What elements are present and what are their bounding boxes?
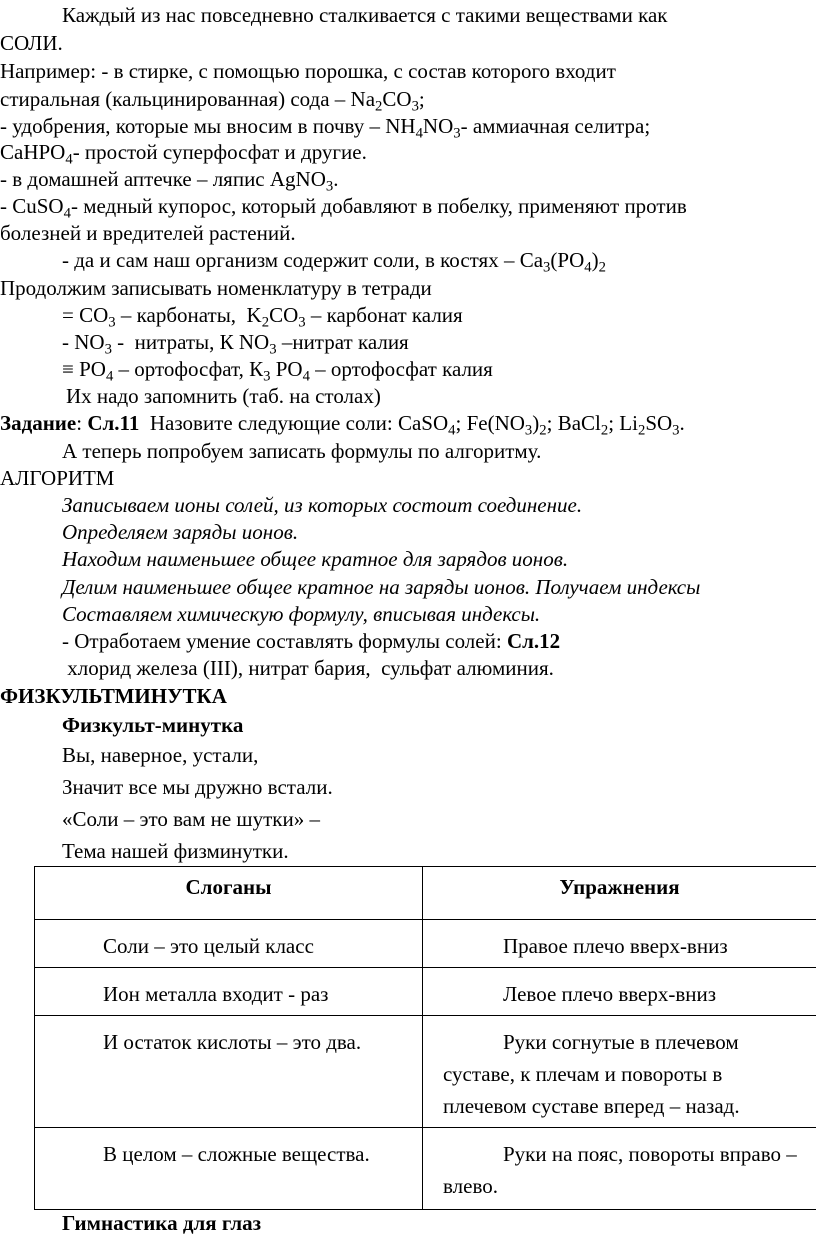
- subscript: 4: [302, 368, 310, 385]
- text-line: Каждый из нас повседневно сталкивается с такими веществами как: [62, 3, 668, 27]
- text-fragment: Назовите следующие соли: CaSO: [139, 411, 449, 435]
- text-line: [62, 655, 554, 681]
- algorithm-step: [62, 519, 298, 545]
- text-line: Находим наименьшее общее кратное для зарядов ионов.: [62, 547, 569, 571]
- table-row: [35, 968, 816, 1016]
- text-line: [0, 30, 63, 56]
- slogan-text: Соли – это целый класс: [103, 934, 314, 958]
- text-fragment: ): [532, 411, 540, 435]
- exercise-table: [34, 866, 816, 1210]
- text-fragment: ≡ PO: [62, 357, 106, 381]
- slogan-text: Ион металла входит - раз: [103, 982, 329, 1006]
- subscript: 3: [453, 125, 461, 142]
- text-line: Вы, наверное, устали,: [62, 743, 259, 767]
- text-fragment: (PO: [550, 248, 585, 272]
- text-line: [0, 113, 651, 142]
- text-line: ФИЗКУЛЬТМИНУТКА: [0, 684, 227, 708]
- text-line: [62, 628, 560, 654]
- text-fragment: = CO: [62, 303, 109, 327]
- text-line: Тема нашей физминутки.: [62, 839, 289, 863]
- text-line: хлорид железа (III), нитрат бария, сульфат алюминия.: [62, 656, 554, 680]
- text-fragment: - простой суперфосфат и другие.: [72, 140, 367, 164]
- text-line: Значит все мы дружно встали.: [62, 775, 333, 799]
- subscript: 2: [600, 422, 609, 439]
- subheading: [62, 712, 243, 738]
- text-line: болезней и вредителей растений.: [0, 221, 296, 245]
- text-fragment: CO: [269, 303, 299, 327]
- subscript: 2: [375, 98, 383, 115]
- table-cell: [423, 1016, 816, 1128]
- subscript: 3: [543, 259, 551, 276]
- text-fragment: – ортофосфат калия: [309, 357, 493, 381]
- subheading: [62, 1210, 261, 1236]
- table-cell: [423, 968, 816, 1016]
- text-fragment: - аммиачная селитра;: [460, 114, 651, 138]
- text-line: Записываем ионы солей, из которых состоит соединение.: [62, 493, 583, 517]
- algorithm-step: [62, 601, 540, 627]
- text-line: Делим наименьшее общее кратное на заряды ионов. Получаем индексы: [62, 575, 701, 599]
- text-fragment: ): [591, 248, 599, 272]
- section-heading: [0, 683, 227, 709]
- text-fragment: ;: [418, 87, 425, 111]
- text-fragment: - CuSO: [0, 194, 64, 218]
- table-row: [35, 1128, 816, 1210]
- subscript: 3: [411, 98, 419, 115]
- text-line: Физкульт-минутка: [62, 713, 244, 737]
- text-fragment: :: [76, 411, 88, 435]
- subscript: 3: [524, 422, 533, 439]
- algorithm-step: [62, 492, 582, 518]
- text-line: Например: - в стирке, с помощью порошка, с состав которого входит: [0, 59, 616, 83]
- text-line: Составляем химическую формулу, вписывая индексы.: [62, 602, 541, 626]
- slogan-text: И остаток кислоты – это два.: [103, 1030, 362, 1054]
- subscript: 3: [298, 314, 306, 331]
- algorithm-step: [62, 574, 700, 600]
- text-line: [66, 383, 381, 409]
- subscript: 4: [415, 125, 423, 142]
- text-fragment: - медный купорос, который добавляют в побелку, применяют против: [70, 194, 687, 218]
- table-cell: [423, 920, 816, 968]
- text-line: [62, 302, 463, 331]
- subscript: 3: [104, 341, 112, 358]
- text-line: Продолжим записывать номенклатуру в тетради: [0, 276, 432, 300]
- text-line: [0, 58, 616, 84]
- text-fragment: ; BaCl: [546, 411, 601, 435]
- exercise-text: Левое плечо вверх-вниз: [503, 982, 717, 1006]
- exercise-text: Правое плечо вверх-вниз: [503, 934, 728, 958]
- table-header-row: [35, 867, 816, 920]
- text-fragment: - в домашней аптечке – ляпис AgNO: [0, 167, 326, 191]
- table-cell: [35, 920, 423, 968]
- text-line: АЛГОРИТМ: [0, 466, 115, 490]
- subscript: 3: [325, 178, 334, 195]
- task-line: [0, 410, 685, 439]
- column-header: Слоганы: [35, 867, 423, 920]
- text-line: Их надо запомнить (таб. на столах): [66, 384, 381, 408]
- table-cell: [35, 968, 423, 1016]
- text-fragment: ; Li: [608, 411, 638, 435]
- text-fragment: ; Fe(NO: [455, 411, 525, 435]
- subscript: 4: [105, 368, 114, 385]
- subscript: 2: [539, 422, 547, 439]
- subscript: 4: [63, 205, 71, 222]
- table-cell: [35, 1128, 423, 1210]
- subscript: 3: [269, 341, 277, 358]
- paragraph-intro: [62, 2, 668, 28]
- poem-line: [62, 742, 258, 768]
- text-line: Гимнастика для глаз: [62, 1211, 262, 1235]
- text-line: [0, 139, 367, 168]
- poem-line: [62, 838, 289, 864]
- subscript: 3: [108, 314, 116, 331]
- text-fragment: SO: [645, 411, 673, 435]
- text-line: «Соли – это вам не шутки» –: [62, 807, 320, 831]
- text-line: [0, 166, 339, 195]
- text-fragment: - NO: [62, 330, 105, 354]
- text-fragment: - нитраты, К NO: [111, 330, 270, 354]
- subscript: 4: [584, 259, 592, 276]
- algorithm-step: [62, 546, 568, 572]
- exercise-text: Руки согнутые в плечевом суставе, к плечам и повороты в плечевом суставе вперед – назад.: [443, 1030, 740, 1118]
- subscript: 3: [263, 368, 271, 385]
- text-fragment: - да и сам наш организм содержит соли, в костях – Ca: [62, 248, 544, 272]
- text-fragment: – ортофосфат, К: [113, 357, 264, 381]
- text-line: [62, 438, 541, 464]
- text-fragment: - удобрения, которые мы вносим в почву – NH: [0, 114, 416, 138]
- table-cell: [35, 1016, 423, 1128]
- text-line: [0, 86, 425, 115]
- exercise-text: Руки на пояс, повороты вправо – влево.: [443, 1142, 797, 1198]
- text-line: Определяем заряды ионов.: [62, 520, 299, 544]
- column-header: Упражнения: [423, 867, 816, 920]
- text-fragment: NO: [422, 114, 454, 138]
- algorithm-heading: [0, 465, 114, 491]
- slide-ref: Сл.12: [506, 629, 561, 653]
- text-line: [62, 356, 493, 385]
- text-fragment: CO: [382, 87, 412, 111]
- subscript: 2: [637, 422, 646, 439]
- table-row: [35, 920, 816, 968]
- text-line: [0, 193, 687, 222]
- text-line: [0, 220, 296, 246]
- text-fragment: .: [679, 411, 685, 435]
- slogan-text: В целом – сложные вещества.: [103, 1142, 370, 1166]
- text-line: СОЛИ.: [0, 31, 63, 55]
- task-label: Задание: [0, 411, 77, 435]
- text-line: [62, 329, 409, 358]
- slide-ref: Сл.11: [87, 411, 140, 435]
- table-row: [35, 1016, 816, 1128]
- text-fragment: – карбонаты, K: [115, 303, 262, 327]
- text-fragment: CaHPO: [0, 140, 66, 164]
- text-fragment: .: [333, 167, 339, 191]
- subscript: 2: [598, 259, 606, 276]
- poem-line: [62, 806, 320, 832]
- subscript: 4: [65, 151, 73, 168]
- text-line: А теперь попробуем записать формулы по алгоритму.: [62, 439, 542, 463]
- text-fragment: –нитрат калия: [276, 330, 409, 354]
- text-fragment: - Отработаем умение составлять формулы солей:: [62, 629, 507, 653]
- subscript: 3: [672, 422, 680, 439]
- text-fragment: стиральная (кальцинированная) сода – Na: [0, 87, 376, 111]
- subscript: 2: [261, 314, 270, 331]
- table-cell: [423, 1128, 816, 1210]
- text-fragment: PO: [270, 357, 303, 381]
- poem-line: [62, 774, 333, 800]
- subscript: 4: [448, 422, 456, 439]
- text-fragment: – карбонат калия: [305, 303, 463, 327]
- text-line: [62, 247, 606, 276]
- text-line: [0, 275, 432, 301]
